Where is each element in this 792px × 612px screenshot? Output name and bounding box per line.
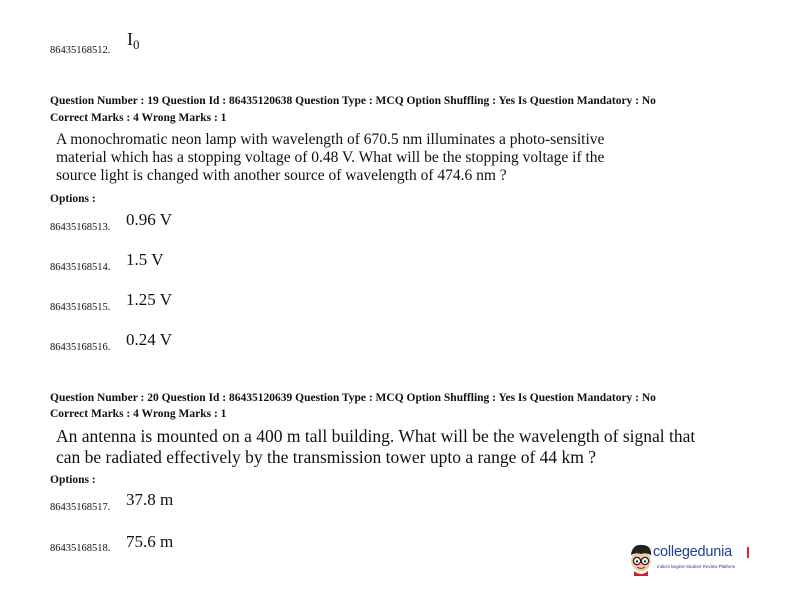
- option-value[interactable]: 1.5 V: [126, 250, 164, 269]
- q19-text-line-1: A monochromatic neon lamp with wavelength of 670.5 nm illuminates a photo-sensitive: [56, 131, 605, 148]
- logo-tagline: India's largest Student Review Platform: [657, 564, 736, 569]
- q19-text-line-3: source light is changed with another source of wavelength of 474.6 nm ?: [56, 167, 507, 184]
- mascot-icon: [626, 542, 656, 578]
- collegedunia-logo: [626, 540, 766, 580]
- q20-text-line-2: can be radiated effectively by the transmission tower upto a range of 44 km ?: [56, 447, 597, 467]
- option-value: $I_0$: [127, 29, 140, 52]
- option-id: 86435168518.: [50, 543, 111, 554]
- option-id: 86435168517.: [50, 502, 111, 513]
- q19-options-label: Options :: [50, 193, 96, 205]
- option-value[interactable]: 37.8 m: [126, 490, 174, 509]
- q20-text-line-1: An antenna is mounted on a 400 m tall building. What will be the wavelength of signal that: [56, 426, 696, 446]
- option-id: 86435168516.: [50, 342, 111, 353]
- option-id: 86435168512.: [50, 45, 111, 56]
- logo-text: collegedunia: [653, 544, 733, 560]
- option-value[interactable]: 75.6 m: [126, 532, 174, 551]
- q20-marks: Correct Marks : 4 Wrong Marks : 1: [50, 408, 227, 420]
- logo-accent-mark: [747, 547, 749, 558]
- option-value[interactable]: 1.25 V: [126, 290, 172, 309]
- q20-header: Question Number : 20 Question Id : 86435120639 Question Type : MCQ Option Shuffling : Yes Is Question Mandatory : No: [50, 392, 656, 404]
- option-id: 86435168513.: [50, 222, 111, 233]
- option-id: 86435168514.: [50, 262, 111, 273]
- q19-text-line-2: material which has a stopping voltage of 0.48 V. What will be the stopping voltage if the: [56, 149, 605, 166]
- option-value[interactable]: 0.24 V: [126, 330, 172, 349]
- option-value[interactable]: 0.96 V: [126, 210, 172, 229]
- option-id: 86435168515.: [50, 302, 111, 313]
- q19-marks: Correct Marks : 4 Wrong Marks : 1: [50, 112, 227, 124]
- q19-header: Question Number : 19 Question Id : 86435120638 Question Type : MCQ Option Shuffling : Yes Is Question Mandatory : No: [50, 95, 656, 107]
- q20-options-label: Options :: [50, 474, 96, 486]
